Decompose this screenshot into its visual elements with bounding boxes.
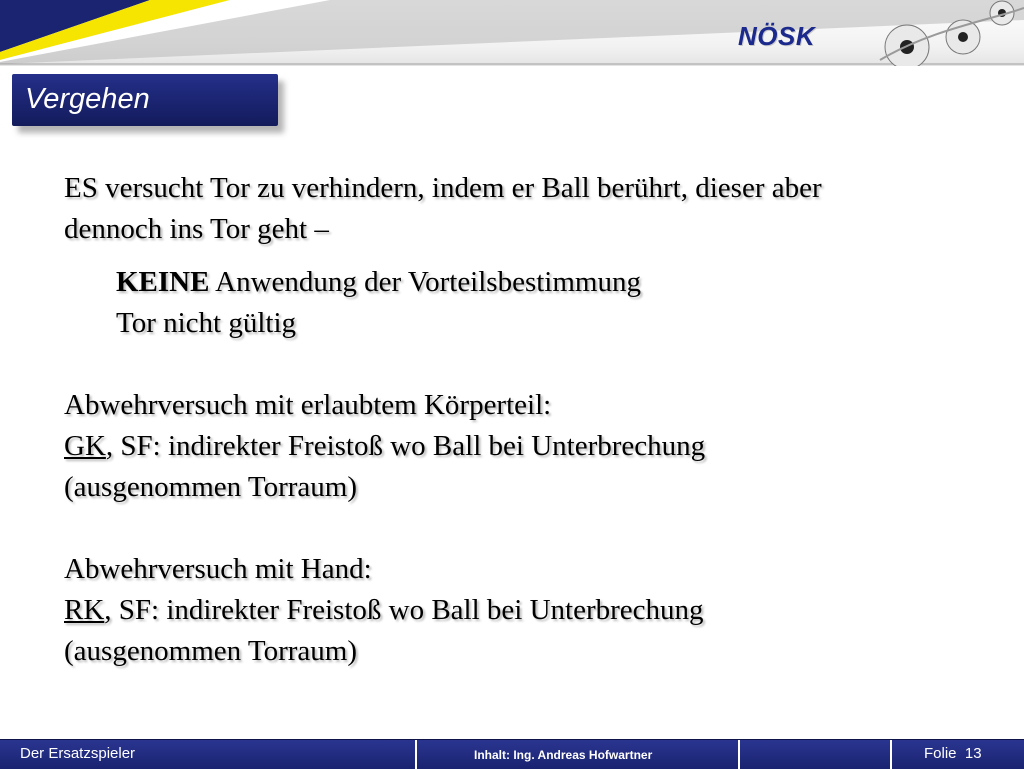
slide-title-box <box>12 74 278 126</box>
section1-heading: Abwehrversuch mit erlaubtem Körperteil: <box>64 389 552 421</box>
keine-line <box>64 262 984 303</box>
slide-header <box>0 0 1024 66</box>
slide-footer <box>0 739 1024 769</box>
section2-note: (ausgenommen Torraum) <box>64 635 357 667</box>
keine-rest: Anwendung der Vorteilsbestimmung <box>209 266 641 298</box>
footer-cell-blank <box>740 740 892 769</box>
footer-slide-number: Folie 13 <box>924 745 982 762</box>
brand-logo-text: NÖSK <box>738 21 816 51</box>
section2-code: RK <box>64 594 105 626</box>
section1-note: (ausgenommen Torraum) <box>64 471 357 503</box>
slide-title: Vergehen <box>25 83 150 115</box>
slide-content <box>64 168 984 672</box>
keine-bold: KEINE <box>116 266 210 298</box>
section1-line <box>64 426 984 467</box>
intro-line-2: dennoch ins Tor geht – <box>64 213 329 245</box>
section2-heading: Abwehrversuch mit Hand: <box>64 553 372 585</box>
intro-line-1: ES versucht Tor zu verhindern, indem er Ball berührt, dieser aber <box>64 172 822 204</box>
section1-rest: , SF: indirekter Freistoß wo Ball bei Unterbrechung <box>105 430 706 462</box>
header-stripes <box>0 0 1024 66</box>
footer-author: Inhalt: Ing. Andreas Hofwartner <box>474 748 653 762</box>
section2-line <box>64 590 984 631</box>
section1-code: GK <box>64 430 106 462</box>
tor-line: Tor nicht gültig <box>116 307 297 339</box>
footer-title: Der Ersatzspieler <box>20 745 136 762</box>
section2-rest: , SF: indirekter Freistoß wo Ball bei Unterbrechung <box>104 594 704 626</box>
